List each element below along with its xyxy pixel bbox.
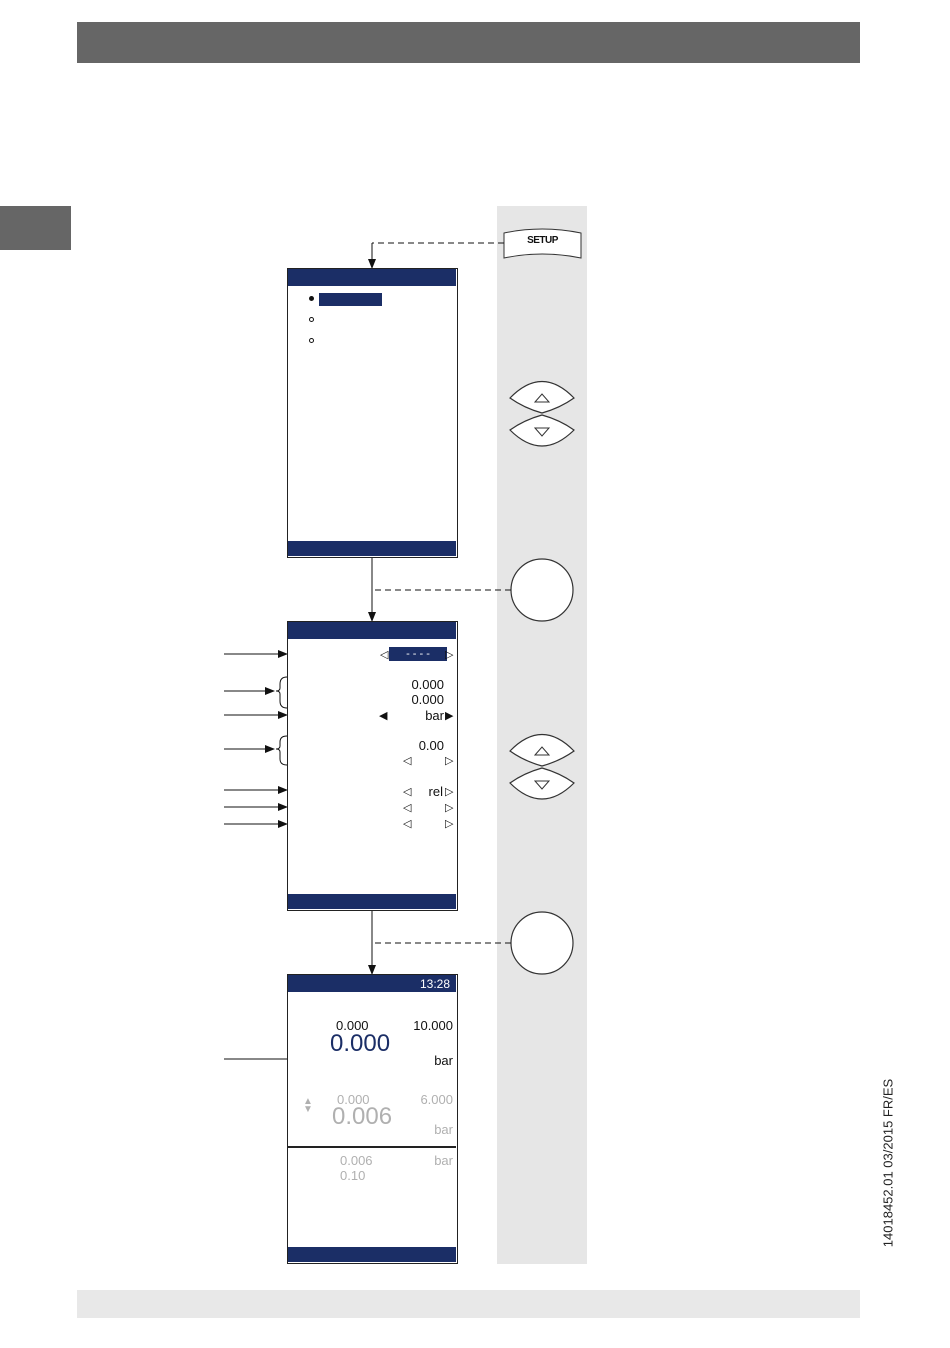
arrow-left-icon[interactable]: ◁ — [403, 818, 412, 830]
measurement-screen — [287, 974, 458, 1264]
arrow-left-icon[interactable]: ◁ — [403, 802, 412, 814]
radio-icon[interactable] — [309, 338, 314, 343]
range-min-value: 0.000 — [411, 677, 444, 692]
menu-screen — [287, 268, 458, 558]
document-code — [868, 1060, 908, 1265]
menu-item-highlight[interactable] — [319, 293, 382, 306]
arrow-right-icon[interactable]: ▷ — [445, 786, 454, 798]
ch1-max-value: 10.000 — [413, 1018, 453, 1033]
arrow-right-icon[interactable]: ▷ — [445, 802, 454, 814]
setup-key-label: SETUP — [527, 235, 558, 246]
up-down-keys-icon[interactable] — [510, 382, 574, 447]
ch1-reading: 0.000 — [330, 1030, 391, 1057]
ch2-unit: bar — [434, 1122, 453, 1137]
ch1-min-value: 0.000 — [336, 1018, 369, 1033]
ch2-max-value: 6.000 — [420, 1092, 453, 1107]
footer-row1-unit: bar — [434, 1153, 453, 1168]
mode-value[interactable]: rel — [428, 784, 443, 799]
offset-value: 0.00 — [418, 738, 444, 753]
ok-key-icon[interactable] — [511, 559, 573, 621]
ok-key-icon[interactable] — [511, 912, 573, 974]
arrow-left-icon[interactable]: ◀ — [379, 710, 388, 722]
ch2-min-value: 0.000 — [337, 1092, 370, 1107]
up-down-keys-icon[interactable] — [510, 735, 574, 800]
radio-selected-icon[interactable] — [309, 296, 314, 301]
radio-icon[interactable] — [309, 317, 314, 322]
ch2-reading: 0.006 — [332, 1103, 393, 1130]
range-max-value: 0.000 — [411, 692, 444, 707]
arrow-right-icon[interactable]: ▷ — [445, 649, 454, 661]
footer-row1-value: 0.006 — [340, 1153, 373, 1168]
arrow-right-icon[interactable]: ▷ — [445, 818, 454, 830]
screen-header — [288, 622, 456, 639]
document-code-text: 14018452.01 03/2015 FR/ES — [880, 1078, 896, 1247]
footer-row2-value: 0.10 — [340, 1168, 366, 1183]
screen-header — [288, 975, 456, 992]
arrow-right-icon[interactable]: ▶ — [445, 710, 454, 722]
screen-header — [288, 269, 456, 286]
up-down-icon[interactable]: ▲ ▼ — [303, 1096, 313, 1115]
arrow-right-icon[interactable]: ▷ — [445, 755, 454, 767]
selector-field[interactable]: - - - - — [389, 647, 447, 661]
clock-time: 13:28 — [419, 977, 450, 991]
unit-value[interactable]: bar — [425, 708, 444, 723]
divider — [288, 1146, 456, 1148]
screen-footer — [288, 1247, 456, 1262]
arrow-left-icon[interactable]: ◁ — [403, 786, 412, 798]
arrow-left-icon[interactable]: ◁ — [380, 649, 389, 661]
arrow-left-icon[interactable]: ◁ — [403, 755, 412, 767]
screen-footer — [288, 894, 456, 909]
ch1-unit: bar — [434, 1053, 453, 1068]
screen-footer — [288, 541, 456, 556]
settings-screen — [287, 621, 458, 911]
